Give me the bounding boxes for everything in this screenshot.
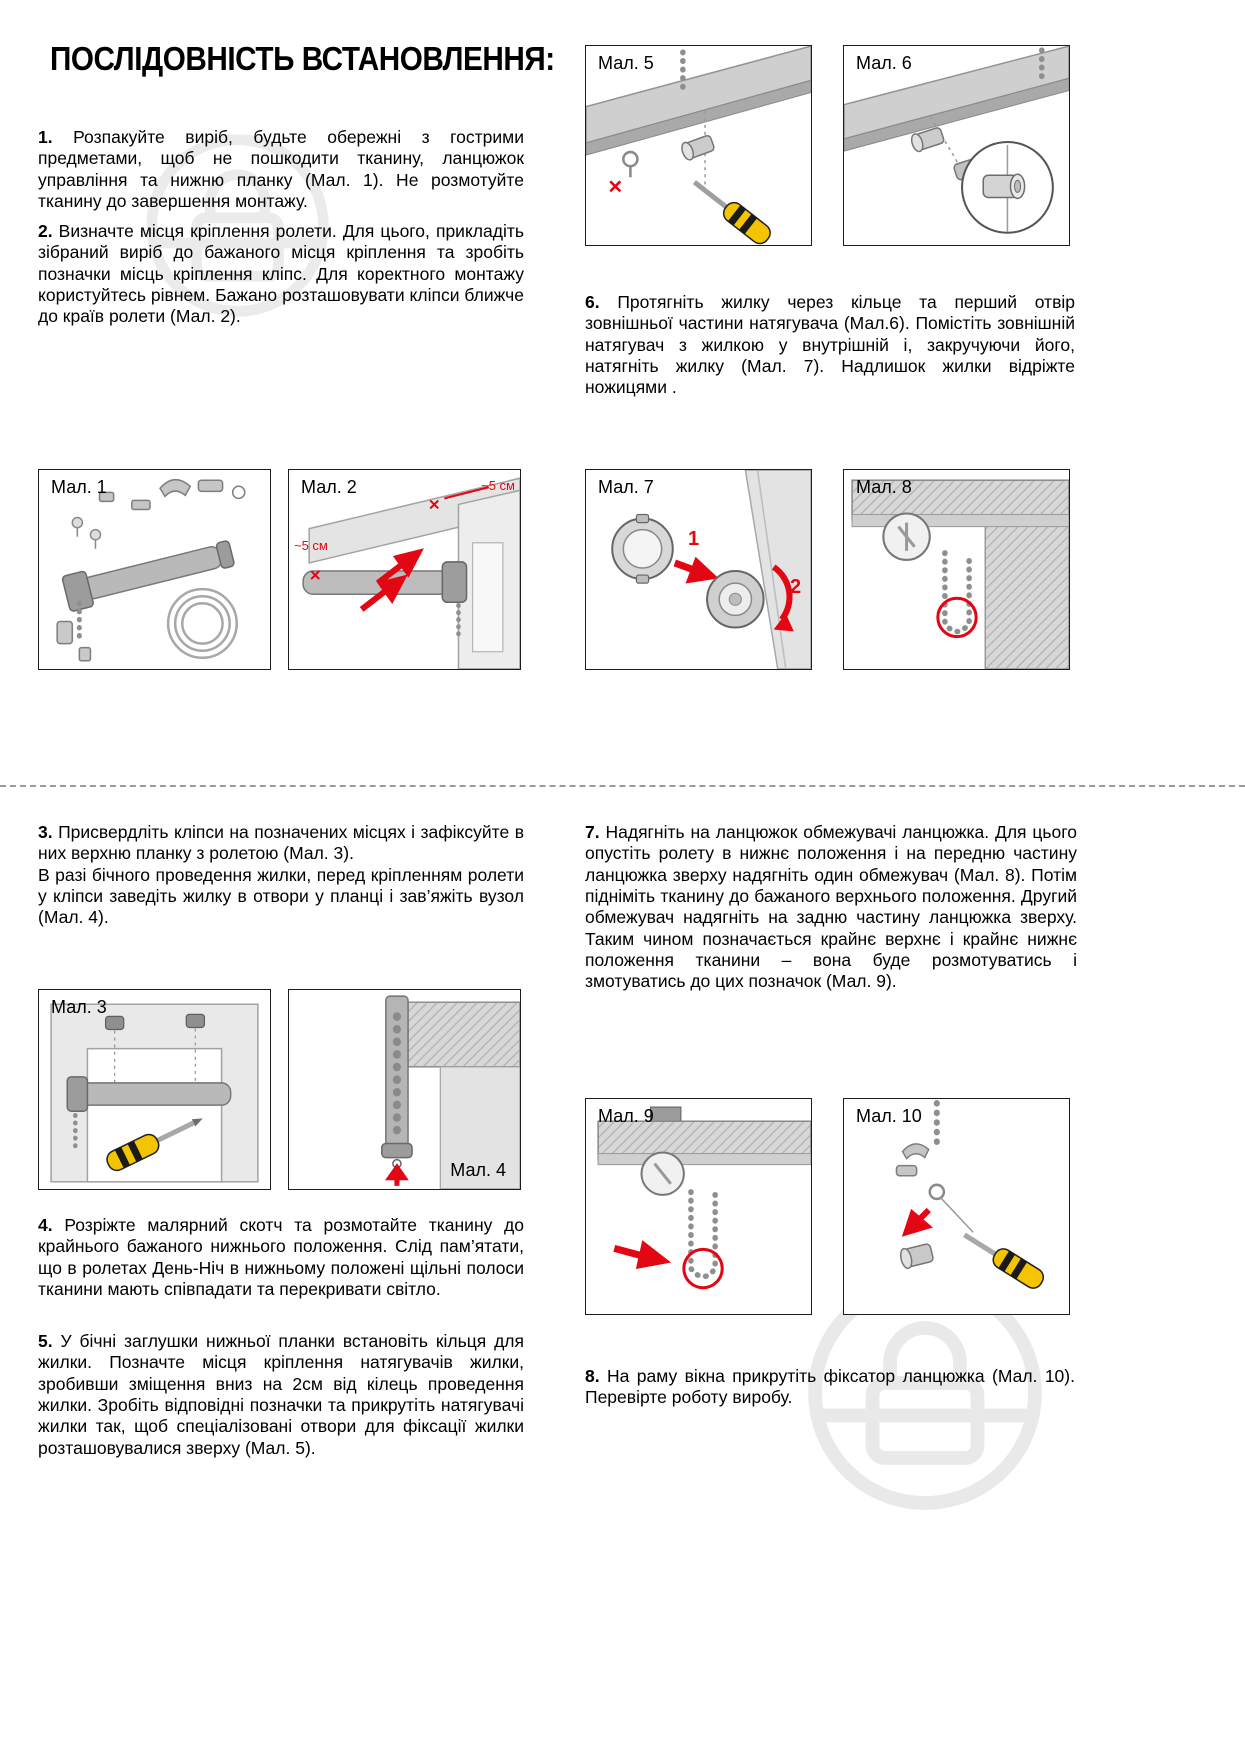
step-3-text2: В разі бічного проведення жилки, перед кріпленням ролети у кліпси заведіть жилку в отвори у планці і зав’яжіть вузол (Мал. 4). — [38, 864, 524, 928]
step-6-text: Протягніть жилку через кільце та перший отвір зовнішньої частини натягувача (Мал.6). Помістіть зовнішній натягувач з жилкою у внутрішній і, закручуючи його, натягніть жилку (Мал. 7). Надлишок жилки відріжте ножицями . — [585, 292, 1075, 398]
step-8 — [585, 1366, 1075, 1409]
figure-8-label: Мал. 8 — [856, 477, 912, 497]
step-2-text: Визначте місця кріплення ролети. Для цього, прикладіть зібраний виріб до бажаного місця кріплення та зробіть позначки місць кріплення кліпс. Для коректного монтажу користуйтесь рівнем. Бажано розташовувати кліпси ближче до країв ролети (Мал. 2). — [38, 221, 524, 327]
dimension-label-left: ~5 см — [294, 538, 328, 553]
figure-3-label: Мал. 3 — [51, 997, 107, 1017]
step-3 — [38, 822, 524, 929]
figure-2-label: Мал. 2 — [301, 477, 357, 497]
marking-clip-positions-illustration — [289, 470, 520, 669]
figure-box-8 — [843, 469, 1070, 670]
page-title: ПОСЛІДОВНІСТЬ ВСТАНОВЛЕННЯ: — [50, 40, 555, 77]
step-3-number: 3. — [38, 822, 53, 842]
tensioner-tightening-illustration — [586, 470, 811, 669]
figure-1-label: Мал. 1 — [51, 477, 107, 497]
step-4-number: 4. — [38, 1215, 53, 1235]
figure-box-3 — [38, 989, 271, 1190]
figure-box-1 — [38, 469, 271, 670]
figure-9-label: Мал. 9 — [598, 1106, 654, 1126]
exploded-roller-parts-illustration — [39, 470, 270, 669]
step-4-text: Розріжте малярний скотч та розмотайте тканину до крайнього бажаного нижнього положення. Слід пам’ятати, що в ролетах День-Ніч в нижньому положені щільні полоси тканини мають співпадати та перекривати світло. — [38, 1215, 524, 1300]
chain-fixator-illustration — [844, 1099, 1069, 1314]
figure-5-label: Мал. 5 — [598, 53, 654, 73]
step-7-text: Надягніть на ланцюжок обмежувачі ланцюжка. Для цього опустіть ролету в нижнє положення і на передню частину ланцюжка зверху надягніть один обмежувач (Мал. 8). Потім підніміть тканину до бажаного верхнього положення. Другий обмежувач надягніть на задню частину ланцюжка зверху. Таким чином позначається крайнє верхнє і крайнє нижнє положення тканини – вона буде розмотуватись і змотуватись до цих позначок (Мал. 9). — [585, 822, 1077, 992]
figure-box-9 — [585, 1098, 812, 1315]
tensioner-marking-illustration — [586, 46, 811, 245]
screwdriver-icon — [959, 1226, 1047, 1291]
step-2-number: 2. — [38, 221, 53, 241]
step-2 — [38, 221, 524, 328]
step-5 — [38, 1331, 524, 1459]
step-7-number: 7. — [585, 822, 600, 842]
step-1 — [38, 127, 524, 212]
step-8-text: На раму вікна прикрутіть фіксатор ланцюжка (Мал. 10). Перевірте роботу виробу. — [585, 1366, 1075, 1408]
step-8-number: 8. — [585, 1366, 600, 1386]
step-1-number: 1. — [38, 127, 53, 147]
chain-stopper-illustration — [844, 470, 1069, 669]
step-3-text: Присвердліть кліпси на позначених місцях і зафіксуйте в них верхню планку з ролетою (Мал. 3). — [38, 822, 524, 864]
figure-7-label: Мал. 7 — [598, 477, 654, 497]
fig7-step1-number: 1 — [688, 528, 700, 550]
step-6 — [585, 292, 1075, 399]
step-7 — [585, 822, 1077, 993]
clip-mounting-illustration — [39, 990, 270, 1189]
figure-box-10 — [843, 1098, 1070, 1315]
chain-limit-positions-illustration — [586, 1099, 811, 1314]
screwdriver-icon — [688, 174, 774, 245]
figure-4-label: Мал. 4 — [450, 1160, 506, 1180]
dimension-label-top: ~5 см — [481, 478, 515, 493]
step-5-text: У бічні заглушки нижньої планки встановіть кільця для жилки. Позначте місця кріплення натягувачів жилки, зробивши зміщення вниз на 2см від кілець проведення жилки. Зробіть відповідні позначки та прикрутіть натягувачі жилки так, щоб спеціалізовані отвори для фіксації жилки розташовувалися зверху (Мал. 5). — [38, 1331, 524, 1458]
fig7-step2-number: 2 — [790, 576, 802, 598]
divider-horizontal — [0, 785, 1245, 787]
tensioner-assembly-illustration — [844, 46, 1069, 245]
figure-box-6 — [843, 45, 1070, 246]
figure-10-label: Мал. 10 — [856, 1106, 922, 1126]
figure-box-4 — [288, 989, 521, 1190]
figure-box-5 — [585, 45, 812, 246]
step-4 — [38, 1215, 524, 1300]
figure-box-2 — [288, 469, 521, 670]
step-6-number: 6. — [585, 292, 600, 312]
figure-box-7 — [585, 469, 812, 670]
step-1-text: Розпакуйте виріб, будьте обережні з гострими предметами, щоб не пошкодити тканину, ланцюжок управління та нижню планку (Мал. 1). Не розмотуйте тканину до завершення монтажу. — [38, 127, 524, 212]
step-5-number: 5. — [38, 1331, 53, 1351]
figure-6-label: Мал. 6 — [856, 53, 912, 73]
